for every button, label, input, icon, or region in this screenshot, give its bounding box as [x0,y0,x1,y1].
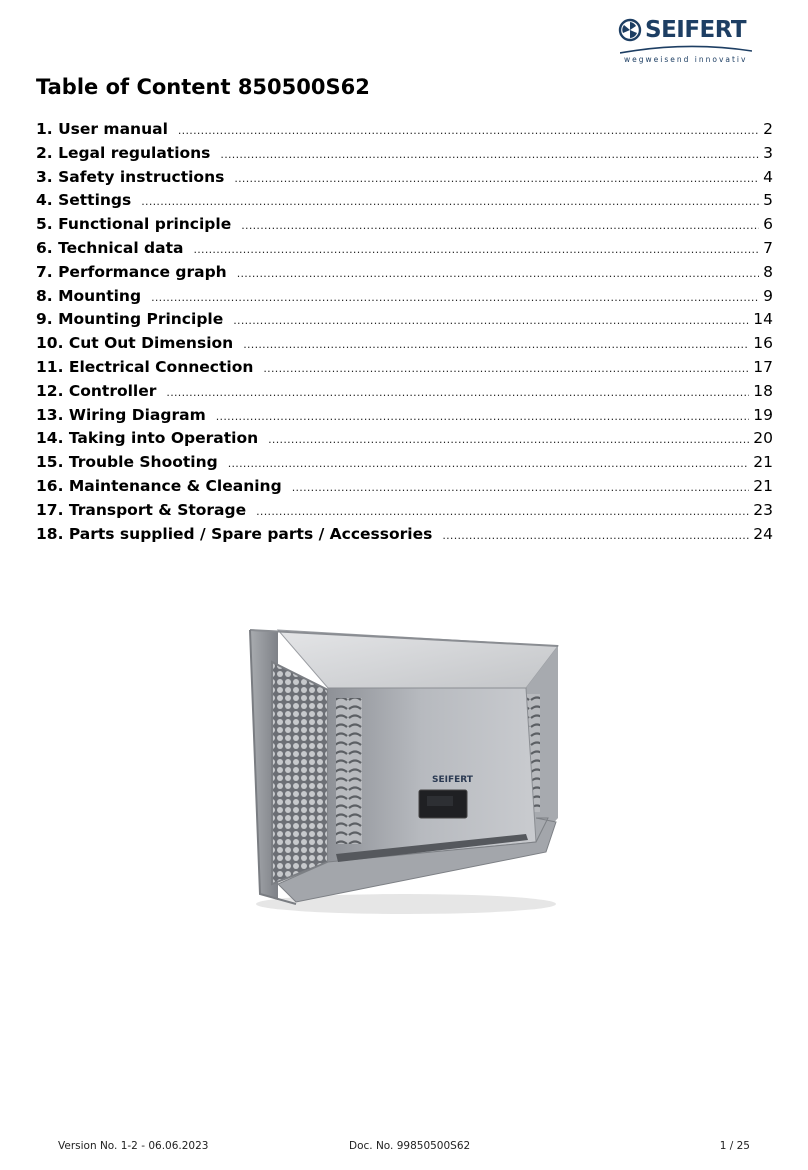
toc-dot-leader [243,333,749,357]
toc-entry-title: 5. Functional principle [36,215,232,234]
toc-entry[interactable] [36,213,773,237]
toc-entry[interactable] [36,427,773,451]
toc-entry-title: 10. Cut Out Dimension [36,334,234,353]
toc-dot-leader [241,214,759,238]
toc-entry[interactable] [36,166,773,190]
toc-entry-title: 6. Technical data [36,238,184,257]
footer-version: Version No. 1-2 - 06.06.2023 [58,1140,209,1152]
toc-entry[interactable] [36,451,773,475]
toc-dot-leader [141,190,759,214]
footer-doc-number: Doc. No. 99850500S62 [349,1140,471,1152]
toc-entry-title: 17. Transport & Storage [36,500,247,519]
toc-entry-page: 21 [753,453,773,472]
page-footer [0,1140,808,1156]
toc-entry[interactable] [36,285,773,309]
toc-dot-leader [233,309,749,333]
toc-entry[interactable] [36,499,773,523]
toc-entry-page: 4 [763,167,773,186]
toc-dot-leader [263,357,749,381]
toc-entry-title: 1. User manual [36,120,168,138]
toc-entry-title: 12. Controller [36,381,157,400]
toc-entry[interactable] [36,475,773,499]
table-of-contents [36,118,773,546]
toc-entry[interactable] [36,237,773,261]
logo-swoosh [620,44,752,54]
toc-dot-leader [220,143,759,167]
toc-entry-page: 9 [763,286,773,305]
toc-entry[interactable] [36,118,773,142]
toc-entry-title: 13. Wiring Diagram [36,405,206,424]
toc-entry-page: 3 [763,143,773,162]
toc-entry[interactable] [36,356,773,380]
toc-entry[interactable] [36,142,773,166]
toc-dot-leader [166,381,749,405]
toc-entry[interactable] [36,380,773,404]
toc-dot-leader [151,286,759,310]
toc-entry-page: 14 [753,310,773,329]
toc-entry-title: 14. Taking into Operation [36,429,259,448]
toc-entry[interactable] [36,523,773,547]
toc-entry-title: 3. Safety instructions [36,167,225,186]
toc-dot-leader [237,262,759,286]
footer-page-number: 1 / 25 [719,1140,750,1152]
product-photo-cooling-unit [236,622,570,922]
toc-entry-page: 5 [763,191,773,210]
toc-entry-title: 18. Parts supplied / Spare parts / Accessories [36,524,433,543]
toc-entry-page: 20 [753,429,773,448]
toc-dot-leader [268,428,749,452]
toc-entry-title: 7. Performance graph [36,262,227,281]
toc-dot-leader [256,500,749,524]
toc-entry-page: 2 [763,120,773,138]
toc-entry-title: 9. Mounting Principle [36,310,224,329]
toc-entry[interactable] [36,404,773,428]
toc-entry-title: 4. Settings [36,191,132,210]
toc-dot-leader [292,476,750,500]
toc-entry[interactable] [36,261,773,285]
toc-dot-leader [228,452,750,476]
toc-dot-leader [234,167,759,191]
seifert-logo [618,16,754,68]
toc-entry-page: 17 [753,357,773,376]
toc-entry-page: 16 [753,334,773,353]
toc-entry-title: 8. Mounting [36,286,142,305]
toc-entry-page: 18 [753,381,773,400]
logo-tagline: wegweisend innovativ [624,55,748,64]
toc-entry-title: 2. Legal regulations [36,143,211,162]
toc-entry-page: 23 [753,500,773,519]
toc-entry-title: 16. Maintenance & Cleaning [36,476,282,495]
toc-dot-leader [442,524,749,548]
toc-entry[interactable] [36,332,773,356]
toc-entry-page: 7 [763,238,773,257]
toc-entry-page: 19 [753,405,773,424]
toc-entry[interactable] [36,189,773,213]
toc-entry-page: 8 [763,262,773,281]
fan-logo-icon [618,18,642,42]
toc-entry-page: 21 [753,476,773,495]
logo-brand: SEIFERT [645,17,747,43]
toc-dot-leader [216,405,750,429]
toc-entry-page: 24 [753,524,773,543]
product-brand-label: SEIFERT [432,775,473,785]
toc-entry-title: 15. Trouble Shooting [36,453,218,472]
toc-entry-page: 6 [763,215,773,234]
page-title: Table of Content 850500S62 [36,75,370,99]
toc-dot-leader [193,238,759,262]
toc-dot-leader [178,119,759,143]
toc-entry[interactable] [36,308,773,332]
toc-entry-title: 11. Electrical Connection [36,357,254,376]
